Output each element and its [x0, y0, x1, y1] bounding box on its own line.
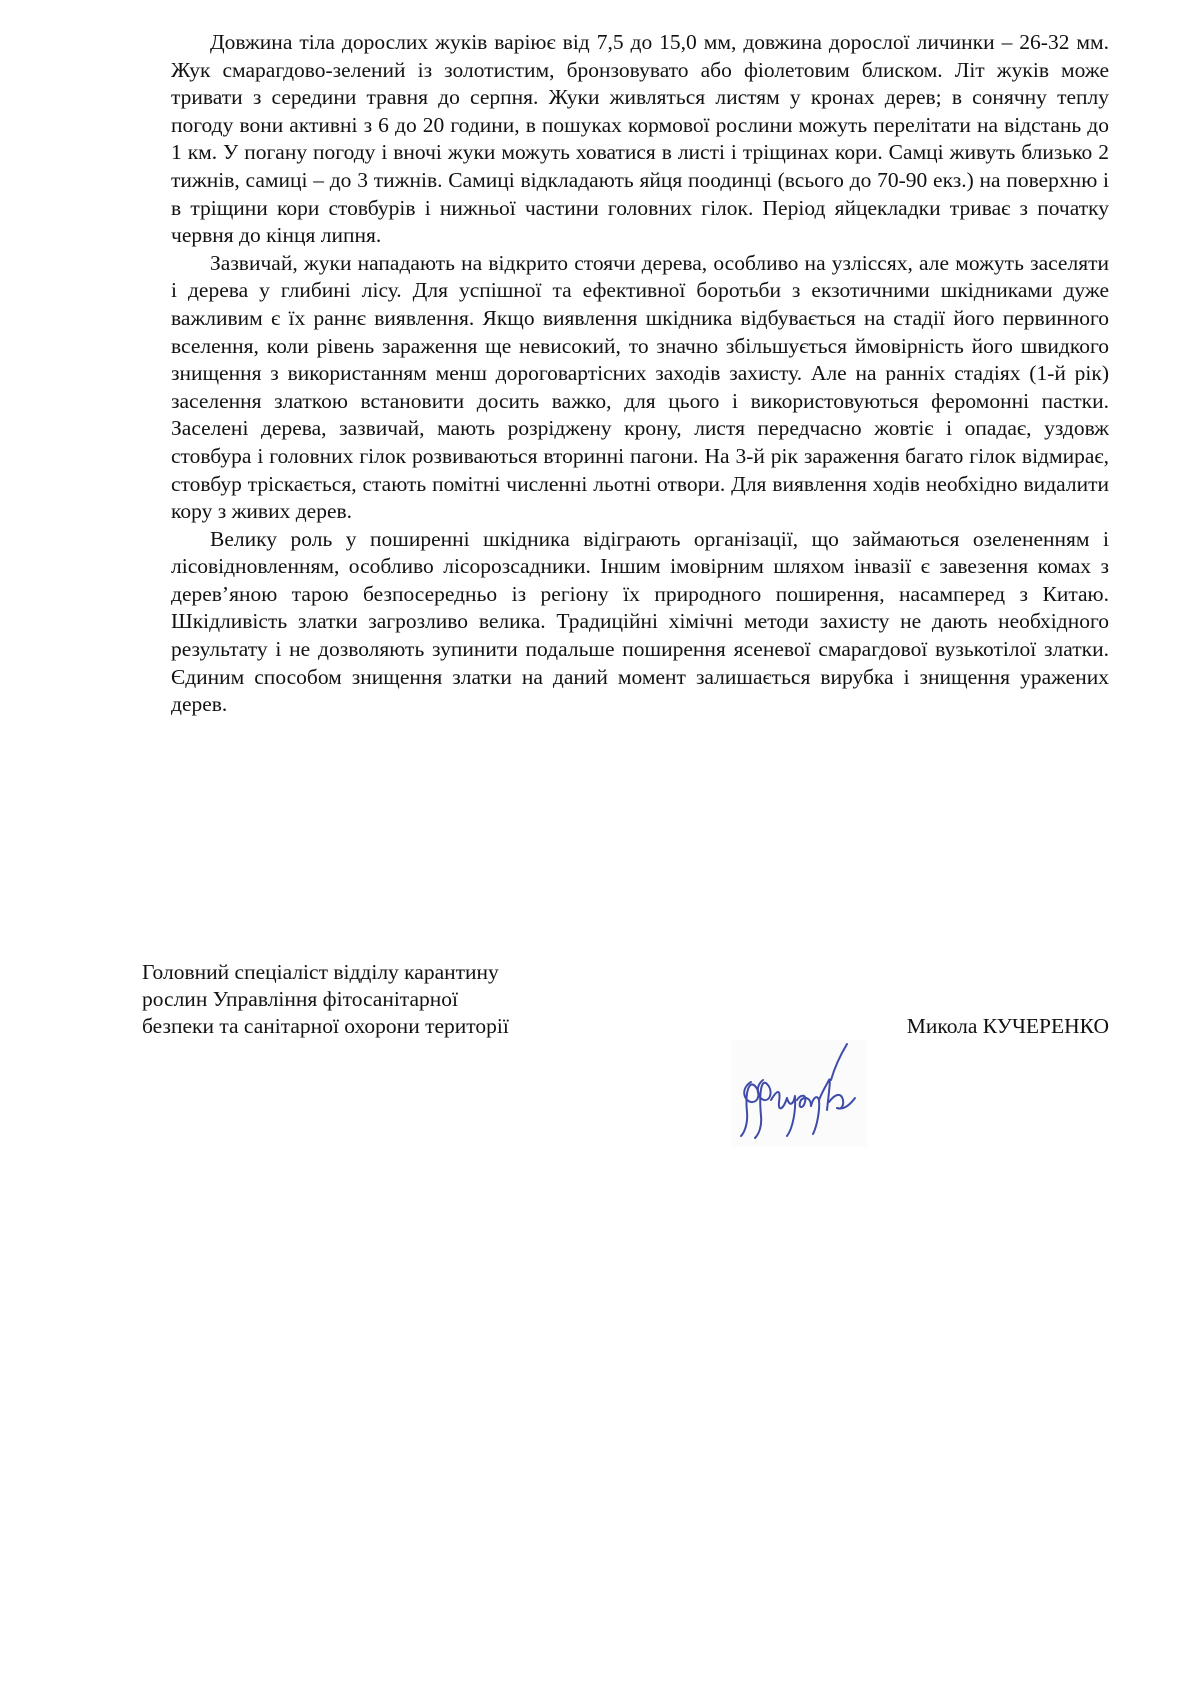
handwritten-signature-image [731, 1040, 867, 1147]
signer-position-line: безпеки та санітарної охорони території [142, 1014, 509, 1038]
paragraph-spread-control: Велику роль у поширенні шкідника відіграють організації, що займаються озелененням і лісовідновленням, особливо лісорозсадники. Іншим імовірним шляхом інвазії є завезення комах з дерев’яною тарою безпосередньо із регіону їх природного поширення, насамперед з Китаю. Шкідливість златки загрозливо велика. Традиційні хімічні методи захисту не дають необхідного результату і не дозволяють зупинити подальше поширення ясеневої смарагдової вузькотілої златки. Єдиним способом знищення златки на даний момент залишається вирубка і знищення уражених дерев. [171, 526, 1109, 717]
signer-name: Микола КУЧЕРЕНКО [906, 1014, 1109, 1038]
signer-position [142, 959, 662, 1040]
signer-position-line: рослин Управління фітосанітарної [142, 987, 458, 1011]
paragraph-detection: Зазвичай, жуки нападають на відкрито стоячи дерева, особливо на узліссях, але можуть заселяти і дерева у глибині лісу. Для успішної та ефективної боротьби з екзотичними шкідниками дуже важливим є їх раннє виявлення. Якщо виявлення шкідника відбувається на стадії його первинного вселення, коли рівень зараження ще невисокий, то значно збільшується ймовірність його швидкого знищення з використанням менш дороговартісних заходів захисту. Але на ранніх стадіях (1-й рік) заселення златкою встановити досить важко, для цього і використовуються феромонні пастки. Заселені дерева, зазвичай, мають розріджену крону, листя передчасно жовтіє і опадає, уздовж стовбура і головних гілок розвиваються вторинні пагони. На 3-й рік зараження багато гілок відмирає, стовбур тріскається, стають помітні численні льотні отвори. Для виявлення ходів необхідно видалити кору з живих дерев. [171, 250, 1109, 524]
signer-position-line: Головний спеціаліст відділу карантину [142, 960, 499, 984]
signature-scribble-icon [731, 1040, 867, 1147]
paragraph-beetle-description: Довжина тіла дорослих жуків варіює від 7,5 до 15,0 мм, довжина дорослої личинки – 26-32 мм. Жук смарагдово-зелений із золотистим, бронзовувато або фіолетовим блиском. Літ жуків може тривати з середини травня до серпня. Жуки живляться листям у кронах дерев; в сонячну теплу погоду вони активні з 6 до 20 години, в пошуках кормової рослини можуть перелітати на відстань до 1 км. У погану погоду і вночі жуки можуть ховатися в листі і тріщинах кори. Самці живуть близько 2 тижнів, самиці – до 3 тижнів. Самиці відкладають яйця поодинці (всього до 70-90 екз.) на поверхню і в тріщини кори стовбурів і нижньої частини головних гілок. Період яйцекладки триває з початку червня до кінця липня. [171, 30, 1109, 248]
document-body [171, 29, 1109, 719]
